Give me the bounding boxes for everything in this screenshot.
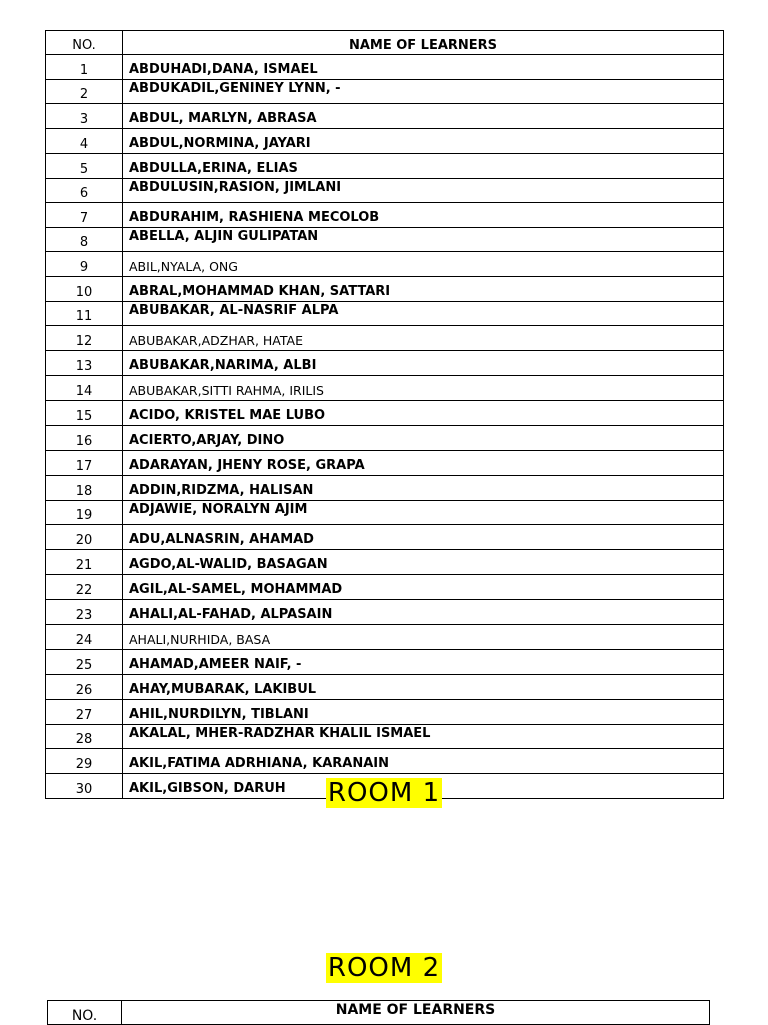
learner-name: AHALI,NURHIDA, BASA (123, 625, 724, 650)
row-number: 22 (46, 575, 123, 600)
learner-name: ABDUHADI,DANA, ISMAEL (123, 55, 724, 80)
learner-name: ADARAYAN, JHENY ROSE, GRAPA (123, 451, 724, 476)
table-row (46, 401, 724, 426)
table-row (46, 501, 724, 525)
row-number: 30 (46, 774, 123, 799)
row-number: 14 (46, 376, 123, 401)
learner-name: ABRAL,MOHAMMAD KHAN, SATTARI (123, 277, 724, 302)
table-row (46, 625, 724, 650)
learner-name: ABDURAHIM, RASHIENA MECOLOB (123, 203, 724, 228)
row-number: 6 (46, 179, 123, 203)
learner-name: ADDIN,RIDZMA, HALISAN (123, 476, 724, 501)
row-number: 16 (46, 426, 123, 451)
row-number: 29 (46, 749, 123, 774)
room-1-label (0, 778, 768, 808)
row-number: 5 (46, 154, 123, 179)
learner-name: AGDO,AL-WALID, BASAGAN (123, 550, 724, 575)
table-row (46, 525, 724, 550)
learner-name: AHAY,MUBARAK, LAKIBUL (123, 675, 724, 700)
table-row (46, 154, 724, 179)
table-row (46, 80, 724, 104)
table-row (46, 575, 724, 600)
room-2-label (0, 953, 768, 983)
column-header-no: NO. (48, 1001, 122, 1025)
column-header-name: NAME OF LEARNERS (122, 1001, 710, 1025)
table-row (46, 302, 724, 326)
learners-table-room-2 (47, 1000, 710, 1025)
table-row (46, 351, 724, 376)
learners-table-room-1 (45, 30, 724, 799)
learner-name: AHAMAD,AMEER NAIF, - (123, 650, 724, 675)
row-number: 4 (46, 129, 123, 154)
row-number: 8 (46, 228, 123, 252)
learner-name: AKIL,GIBSON, DARUH (123, 774, 724, 799)
row-number: 12 (46, 326, 123, 351)
row-number: 18 (46, 476, 123, 501)
learner-name: ABUBAKAR,ADZHAR, HATAE (123, 326, 724, 351)
table-row (46, 675, 724, 700)
learner-name: AHIL,NURDILYN, TIBLANI (123, 700, 724, 725)
row-number: 10 (46, 277, 123, 302)
learner-name: AHALI,AL-FAHAD, ALPASAIN (123, 600, 724, 625)
table-row (46, 252, 724, 277)
row-number: 7 (46, 203, 123, 228)
row-number: 25 (46, 650, 123, 675)
row-number: 15 (46, 401, 123, 426)
row-number: 21 (46, 550, 123, 575)
table-row (46, 55, 724, 80)
learner-name: ABDULUSIN,RASION, JIMLANI (123, 179, 724, 203)
row-number: 2 (46, 80, 123, 104)
row-number: 9 (46, 252, 123, 277)
table-header-row (46, 31, 724, 55)
room-1-label-text: ROOM 1 (327, 778, 441, 808)
row-number: 20 (46, 525, 123, 550)
row-number: 27 (46, 700, 123, 725)
learner-name: AKIL,FATIMA ADRHIANA, KARANAIN (123, 749, 724, 774)
table-row (46, 700, 724, 725)
table-row (46, 476, 724, 501)
learner-name: ADU,ALNASRIN, AHAMAD (123, 525, 724, 550)
table-row (46, 426, 724, 451)
learner-name: ABDUKADIL,GENINEY LYNN, - (123, 80, 724, 104)
room-2-label-text: ROOM 2 (327, 953, 441, 983)
table-row (46, 650, 724, 675)
table-row (46, 228, 724, 252)
row-number: 11 (46, 302, 123, 326)
learner-name: ADJAWIE, NORALYN AJIM (123, 501, 724, 525)
row-number: 19 (46, 501, 123, 525)
table-row (46, 749, 724, 774)
table-row (46, 550, 724, 575)
row-number: 3 (46, 104, 123, 129)
row-number: 1 (46, 55, 123, 80)
table-row (46, 129, 724, 154)
table-row (46, 203, 724, 228)
learner-name: ABUBAKAR, AL-NASRIF ALPA (123, 302, 724, 326)
learner-name: ABUBAKAR,SITTI RAHMA, IRILIS (123, 376, 724, 401)
learner-name: AGIL,AL-SAMEL, MOHAMMAD (123, 575, 724, 600)
learner-name: ABDUL,NORMINA, JAYARI (123, 129, 724, 154)
row-number: 26 (46, 675, 123, 700)
table-header-row (48, 1001, 710, 1025)
learner-name: ABDULLA,ERINA, ELIAS (123, 154, 724, 179)
learner-name: AKALAL, MHER-RADZHAR KHALIL ISMAEL (123, 725, 724, 749)
learner-name: ABELLA, ALJIN GULIPATAN (123, 228, 724, 252)
table-row (46, 104, 724, 129)
learner-name: ABUBAKAR,NARIMA, ALBI (123, 351, 724, 376)
row-number: 23 (46, 600, 123, 625)
table-row (46, 277, 724, 302)
learner-name: ACIDO, KRISTEL MAE LUBO (123, 401, 724, 426)
row-number: 13 (46, 351, 123, 376)
learner-name: ABDUL, MARLYN, ABRASA (123, 104, 724, 129)
table-row (46, 179, 724, 203)
row-number: 17 (46, 451, 123, 476)
learner-name: ABIL,NYALA, ONG (123, 252, 724, 277)
column-header-name: NAME OF LEARNERS (123, 31, 724, 55)
column-header-no: NO. (46, 31, 123, 55)
table-row (46, 376, 724, 401)
learner-name: ACIERTO,ARJAY, DINO (123, 426, 724, 451)
table-row (46, 725, 724, 749)
table-row (46, 326, 724, 351)
table-row (46, 600, 724, 625)
row-number: 24 (46, 625, 123, 650)
table-row (46, 451, 724, 476)
row-number: 28 (46, 725, 123, 749)
